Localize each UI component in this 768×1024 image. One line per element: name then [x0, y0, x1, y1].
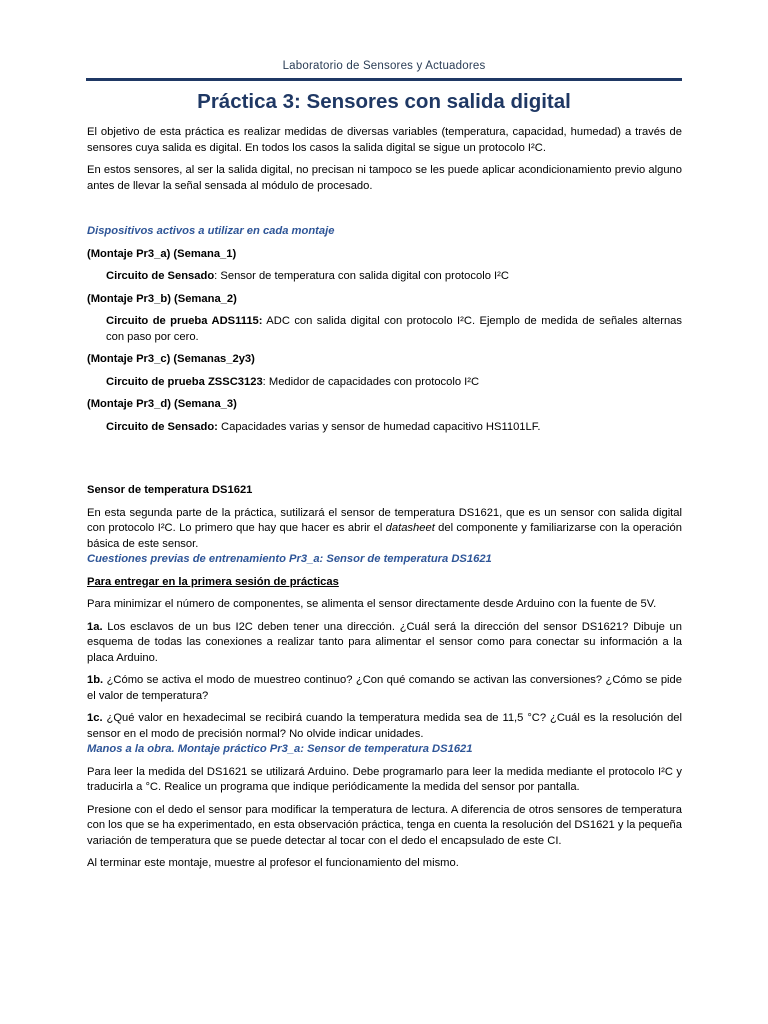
ds1621-paragraph-2: Para minimizar el número de componentes, se alimenta el sensor directamente desde Arduino con la fuente de 5V.: [87, 598, 657, 610]
montaje-a-desc: Circuito de Sensado: Sensor de temperatura con salida digital con protocolo I²C: [106, 270, 509, 282]
ds1621-paragraph-5: Al terminar este montaje, muestre al profesor el funcionamiento del mismo.: [87, 857, 459, 869]
devices-heading: Dispositivos activos a utilizar en cada montaje: [87, 225, 335, 237]
page-title: Práctica 3: Sensores con salida digital: [197, 90, 571, 113]
montaje-c-desc: Circuito de prueba ZSSC3123: Medidor de capacidades con protocolo I²C: [106, 375, 480, 388]
montaje-a-label: (Montaje Pr3_a) (Semana_1): [87, 247, 237, 260]
intro-paragraph-2: En estos sensores, al ser la salida digital, no precisan ni tampoco se les puede aplicar acondicionamiento previo alguno antes de llevar la señal sensada al módulo de procesado.: [87, 164, 682, 192]
montaje-d-label: (Montaje Pr3_d) (Semana_3): [87, 398, 237, 410]
montaje-d-desc: Circuito de Sensado: Capacidades varias y sensor de humedad capacitivo HS1101LF.: [106, 420, 541, 433]
questions-heading: Cuestiones previas de entrenamiento Pr3_a: Sensor de temperatura DS1621: [87, 553, 492, 565]
deliver-heading: Para entregar en la primera sesión de prácticas: [87, 575, 339, 588]
document-body: [87, 125, 682, 872]
practice-heading: Manos a la obra. Montaje práctico Pr3_a: Sensor de temperatura DS1621: [87, 743, 473, 755]
montaje-b-label: (Montaje Pr3_b) (Semana_2): [87, 292, 237, 305]
question-1c: 1c. ¿Qué valor en hexadecimal se recibirá cuando la temperatura medida sea de 11,5 °C? ¿Cuál es la resolución del sensor en el modo de precisión normal? No olvide indicar unidades.: [87, 712, 682, 740]
ds1621-paragraph-4: Presione con el dedo el sensor para modificar la temperatura de lectura. A diferencia de otros sensores de temperatura con los que se ha experimentado, en esta observación práctica, tenga en cuenta la resolución del DS1621 y la pequeña variación de temperatura que se puede detectar al tocar con el dedo el encapsulado de este CI.: [87, 803, 682, 847]
ds1621-paragraph-3: Para leer la medida del DS1621 se utilizará Arduino. Debe programarlo para leer la medida mediante el protocolo I²C y traducirla a °C. Realice un programa que indique periódicamente la medida del sensor por pantalla.: [87, 765, 682, 793]
montaje-b-desc: Circuito de prueba ADS1115: ADC con salida digital con protocolo I²C. Ejemplo de medida de señales alternas con paso por cero.: [106, 315, 682, 343]
question-1b: 1b. ¿Cómo se activa el modo de muestreo continuo? ¿Con qué comando se activan las conversiones? ¿Cómo se pide el valor de temperatura?: [87, 674, 682, 702]
question-1a: 1a. Los esclavos de un bus I2C deben tener una dirección. ¿Cuál será la dirección del sensor DS1621? Dibuje un esquema de todas las conexiones a realizar tanto para alimentar el sensor como para conectar su información a la placa Arduino.: [87, 620, 682, 664]
montaje-c-label: (Montaje Pr3_c) (Semanas_2y3): [87, 353, 255, 365]
intro-paragraph-1: El objetivo de esta práctica es realizar medidas de diversas variables (temperatura, capacidad, humedad) a través de sensores cuya salida es digital. En todos los casos la salida digital se sigue un protocolo I²C.: [87, 126, 682, 154]
ds1621-heading: Sensor de temperatura DS1621: [87, 484, 253, 496]
ds1621-paragraph-1: En esta segunda parte de la práctica, sutilizará el sensor de temperatura DS1621, que es un sensor con salida digital con protocolo I²C. Lo primero que hay que hacer es abrir el datasheet del componente y familiarizarse con la operación básica de este sensor.: [87, 506, 682, 550]
header-rule: [86, 78, 682, 81]
running-header: Laboratorio de Sensores y Actuadores: [282, 60, 486, 72]
